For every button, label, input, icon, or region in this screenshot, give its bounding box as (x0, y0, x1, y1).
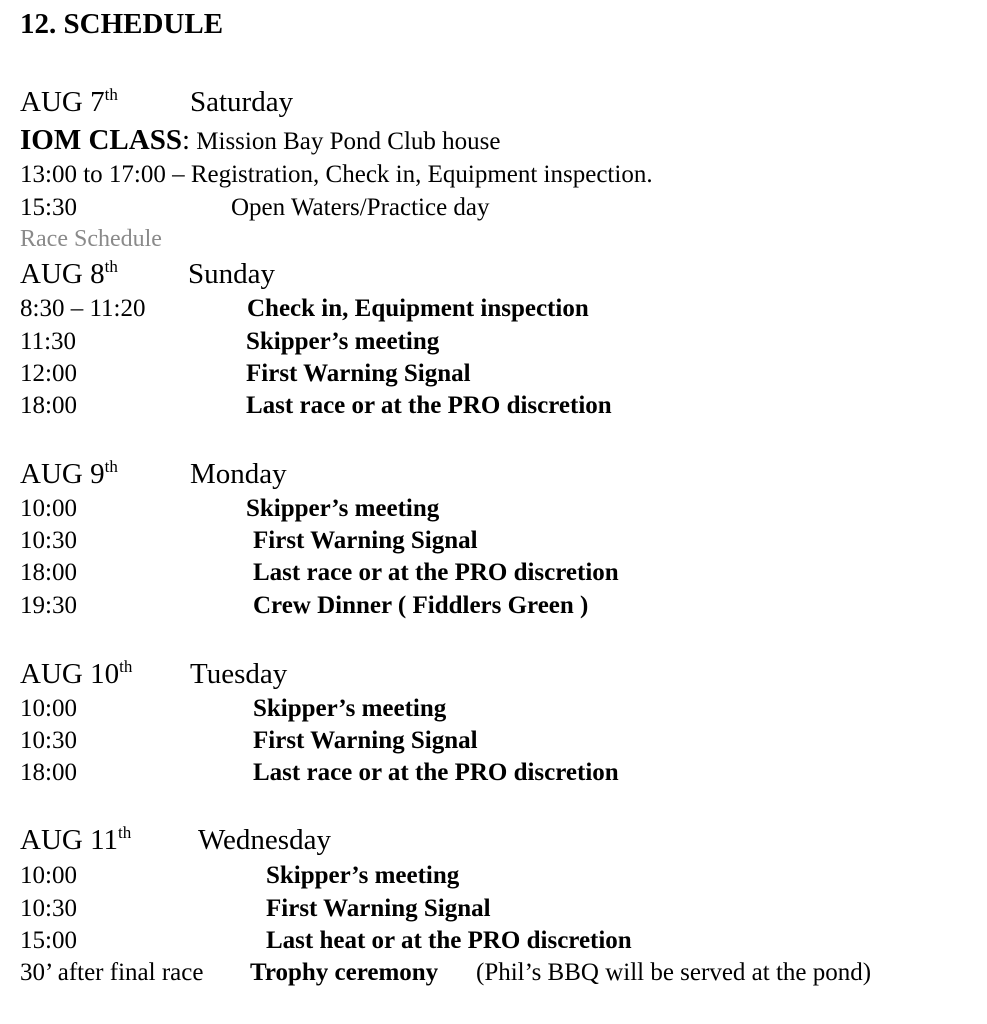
section-title: 12. SCHEDULE (20, 8, 224, 40)
day-date: AUG 8 (20, 258, 105, 290)
row-event: Skipper’s meeting (253, 695, 447, 722)
class-venue: Mission Bay Pond Club house (190, 128, 501, 155)
row-time: 10:00 (20, 495, 77, 522)
row-time: 10:30 (20, 527, 77, 554)
class-line (20, 126, 500, 155)
row-event: Skipper’s meeting (246, 495, 440, 522)
row-event: Skipper’s meeting (266, 862, 460, 889)
day-heading-aug7 (20, 85, 118, 118)
schedule-row: 13:00 to 17:00 – Registration, Check in, Equipment inspection. (20, 161, 653, 188)
row-event: First Warning Signal (246, 360, 471, 387)
row-event: First Warning Signal (253, 527, 478, 554)
row-event: Skipper’s meeting (246, 328, 440, 355)
row-time: 8:30 – 11:20 (20, 295, 146, 322)
day-date: AUG 7 (20, 86, 105, 118)
row-event: Open Waters/Practice day (231, 194, 490, 221)
row-time: 18:00 (20, 759, 77, 786)
row-event: Last race or at the PRO discretion (253, 759, 619, 786)
class-label: IOM CLASS (20, 124, 182, 156)
day-heading-aug10 (20, 657, 133, 690)
row-time: 18:00 (20, 559, 77, 586)
day-weekday-aug8: Sunday (188, 258, 275, 290)
day-weekday-aug10: Tuesday (190, 658, 288, 690)
row-time: 11:30 (20, 328, 77, 355)
row-time: 18:00 (20, 392, 77, 419)
row-time: 19:30 (20, 592, 77, 619)
row-event: Last heat or at the PRO discretion (266, 927, 632, 954)
day-weekday-aug7: Saturday (190, 86, 294, 118)
day-suffix: th (104, 257, 118, 276)
row-time: 10:00 (20, 862, 77, 889)
day-suffix: th (119, 657, 133, 676)
day-suffix: th (104, 457, 118, 476)
day-date: AUG 10 (20, 658, 120, 690)
row-event: Check in, Equipment inspection (247, 295, 589, 322)
row-time: 12:00 (20, 360, 77, 387)
row-time: 10:00 (20, 695, 77, 722)
race-schedule-label: Race Schedule (20, 226, 162, 252)
row-event: First Warning Signal (266, 895, 491, 922)
row-event: Last race or at the PRO discretion (253, 559, 619, 586)
row-event: Crew Dinner ( Fiddlers Green ) (253, 592, 589, 619)
day-suffix: th (104, 85, 118, 104)
row-time: 10:30 (20, 895, 77, 922)
day-date: AUG 11 (20, 824, 119, 856)
row-time: 30’ after final race (20, 959, 204, 986)
day-weekday-aug11: Wednesday (198, 824, 331, 856)
row-time: 15:30 (20, 194, 77, 221)
class-separator: : (181, 124, 191, 156)
day-heading-aug9 (20, 457, 118, 490)
row-event: First Warning Signal (253, 727, 478, 754)
row-time: 10:30 (20, 727, 77, 754)
day-date: AUG 9 (20, 458, 105, 490)
day-heading-aug11 (20, 823, 132, 856)
row-time: 15:00 (20, 927, 77, 954)
day-heading-aug8 (20, 257, 118, 290)
day-suffix: th (118, 823, 132, 842)
row-note: (Phil’s BBQ will be served at the pond) (476, 959, 872, 986)
row-event: Trophy ceremony (250, 959, 439, 986)
day-weekday-aug9: Monday (190, 458, 287, 490)
row-event: Last race or at the PRO discretion (246, 392, 612, 419)
